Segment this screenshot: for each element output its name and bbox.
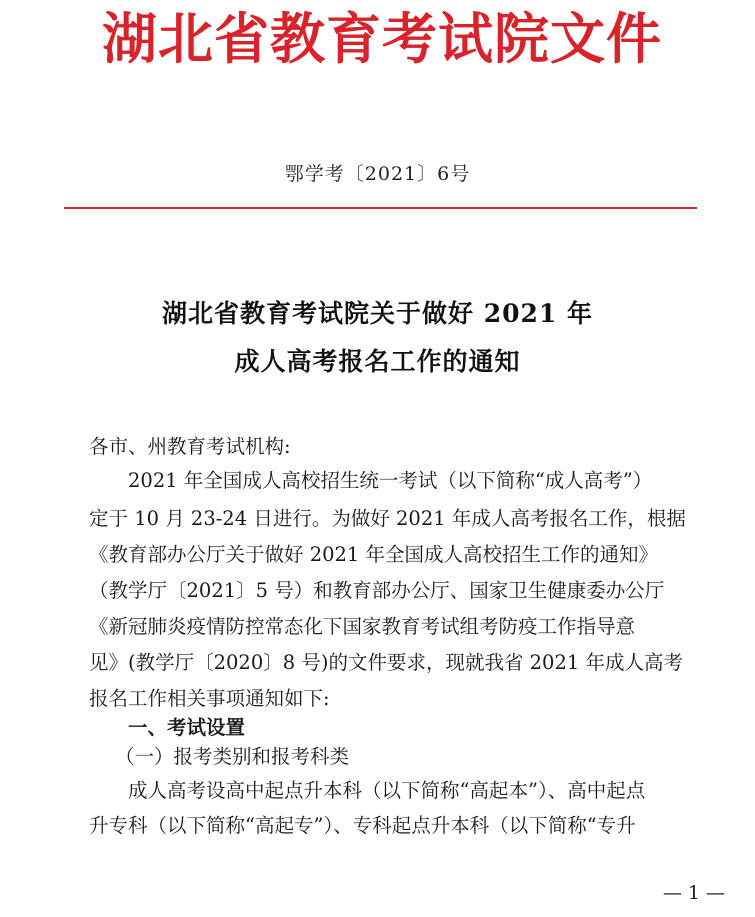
notice-title-line-2: 成人高考报名工作的通知 — [234, 347, 521, 376]
body-line: 定于 10 月 23-24 日进行。为做好 2021 年成人高考报名工作，根据 — [89, 507, 686, 530]
body-line: 见》(教学厅〔2020〕8 号)的文件要求，现就我省 2021 年成人高考 — [89, 651, 683, 674]
page-number: — 1 — — [662, 882, 725, 904]
salutation: 各市、州教育考试机构: — [89, 435, 291, 458]
body-line: 《教育部办公厅关于做好 2021 年全国成人高校招生工作的通知》 — [89, 543, 659, 566]
notice-title-line-1: 湖北省教育考试院关于做好 2021 年 — [162, 299, 593, 328]
red-separator-line — [64, 207, 697, 209]
section-heading: 一、考试设置 — [128, 716, 246, 739]
body-line: （教学厅〔2021〕5 号）和教育部办公厅、国家卫生健康委办公厅 — [89, 579, 665, 602]
body-line: 成人高考设高中起点升本科（以下简称“高起本”）、高中起点 — [128, 779, 646, 802]
body-line: 《新冠肺炎疫情防控常态化下国家教育考试组考防疫工作指导意 — [89, 615, 636, 638]
issuer-header-title: 湖北省教育考试院文件 — [101, 7, 662, 71]
subsection-heading: （一）报考类别和报考科类 — [115, 745, 350, 768]
body-line: 升专科（以下简称“高起专”）、专科起点升本科（以下简称“专升 — [89, 814, 636, 837]
body-line: 报名工作相关事项通知如下: — [89, 687, 330, 710]
document-number: 鄂学考〔2021〕6号 — [284, 163, 471, 185]
body-line: 2021 年全国成人高校招生统一考试（以下简称“成人高考”） — [128, 469, 653, 492]
